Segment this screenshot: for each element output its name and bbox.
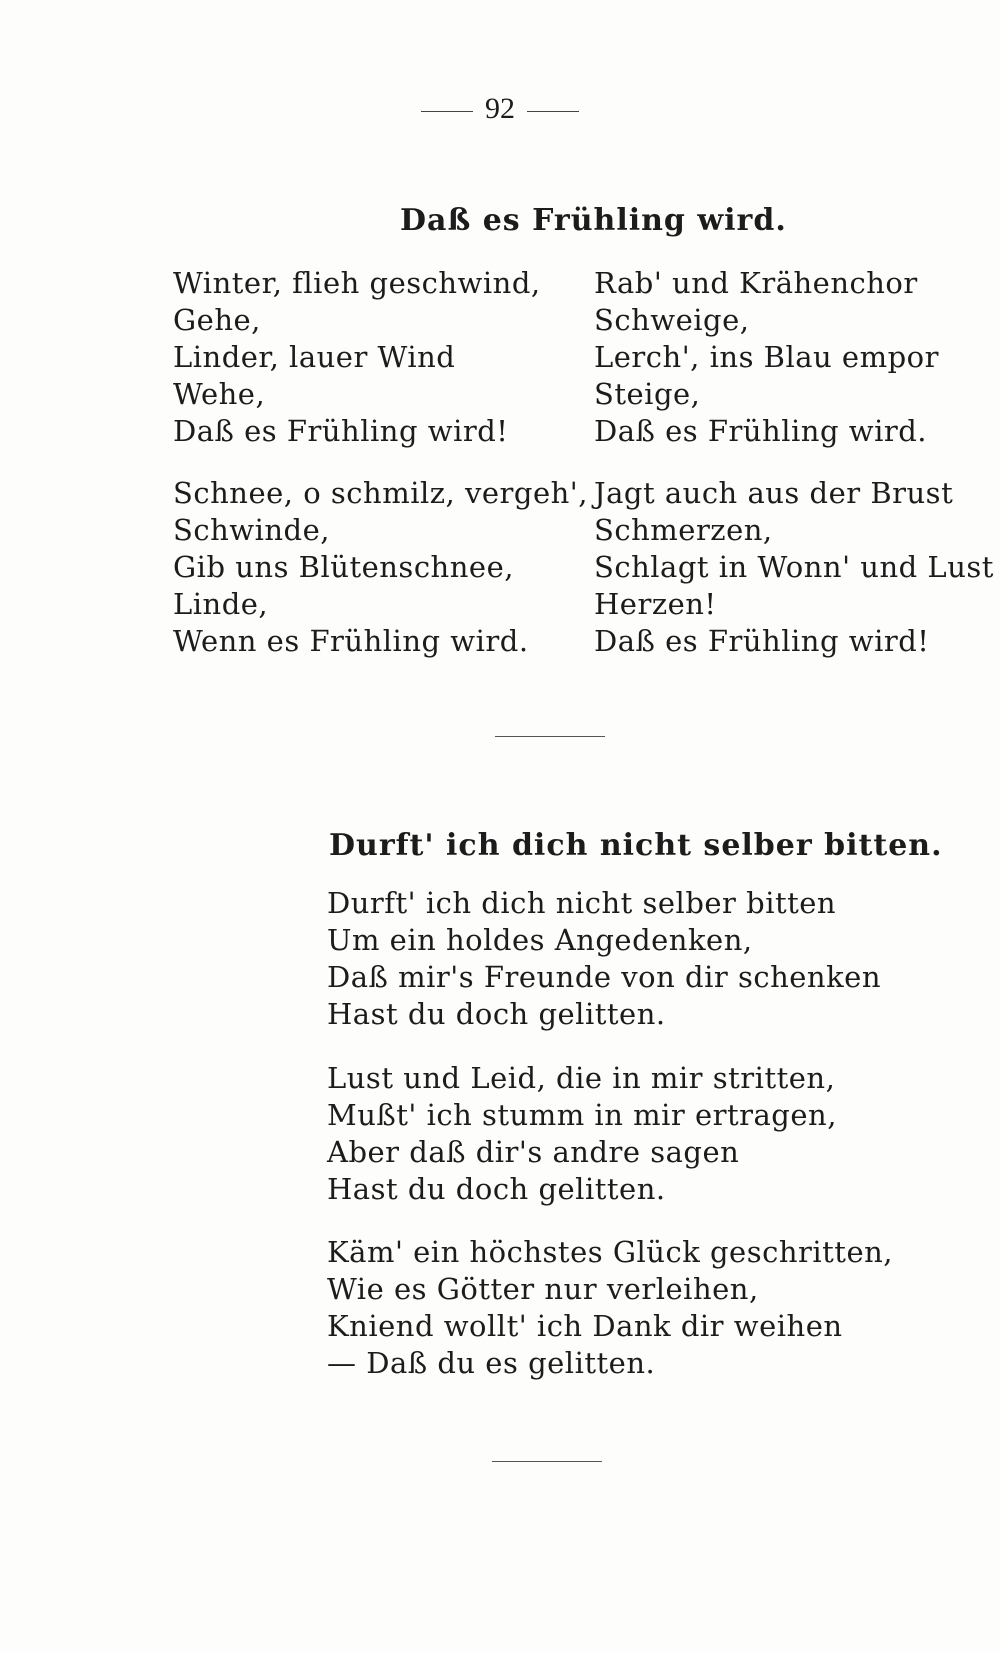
verse-line: Um ein holdes Angedenken,	[327, 923, 753, 957]
verse-line: Gehe,	[173, 303, 261, 337]
poem-2-stanza-3	[327, 1234, 893, 1382]
verse-line: Herzen!	[594, 587, 717, 621]
left-ornament	[421, 111, 473, 112]
verse-line: Schwinde,	[173, 513, 331, 547]
verse-line: Durft' ich dich nicht selber bitten	[327, 886, 837, 920]
poem-1-stanza-left-2	[173, 475, 588, 660]
poem-1-stanza-right-1	[594, 265, 939, 450]
verse-line: Schweige,	[594, 303, 750, 337]
poem-1-stanza-right-2	[594, 475, 994, 660]
verse-line: Jagt auch aus der Brust	[594, 476, 954, 510]
verse-line: Lust und Leid, die in mir stritten,	[327, 1061, 836, 1095]
verse-line: Lerch', ins Blau empor	[594, 340, 939, 374]
poem-2-title: Durft' ich dich nicht selber bitten.	[329, 828, 943, 863]
verse-line: Linder, lauer Wind	[173, 340, 456, 374]
section-divider	[492, 1461, 602, 1462]
verse-line: Wenn es Frühling wird.	[173, 624, 529, 658]
verse-line: Kniend wollt' ich Dank dir weihen	[327, 1309, 843, 1343]
verse-line: Daß es Frühling wird!	[173, 414, 509, 448]
verse-line: Winter, flieh geschwind,	[173, 266, 541, 300]
verse-line: Gib uns Blütenschnee,	[173, 550, 514, 584]
verse-line: Linde,	[173, 587, 269, 621]
verse-line: Steige,	[594, 377, 701, 411]
right-ornament	[527, 111, 579, 112]
verse-line: Wie es Götter nur verleihen,	[327, 1272, 759, 1306]
verse-line: Schmerzen,	[594, 513, 773, 547]
verse-line: Daß es Frühling wird!	[594, 624, 930, 658]
verse-line: Wehe,	[173, 377, 266, 411]
verse-line: Aber daß dir's andre sagen	[327, 1135, 740, 1169]
verse-line: Daß mir's Freunde von dir schenken	[327, 960, 881, 994]
poem-2-stanza-1	[327, 885, 881, 1033]
verse-line: Hast du doch gelitten.	[327, 1172, 666, 1206]
verse-line: Schlagt in Wonn' und Lust	[594, 550, 994, 584]
verse-line: Käm' ein höchstes Glück geschritten,	[327, 1235, 894, 1269]
poem-2-stanza-2	[327, 1060, 837, 1208]
verse-line: — Daß du es gelitten.	[327, 1346, 656, 1380]
verse-line: Hast du doch gelitten.	[327, 997, 666, 1031]
verse-line: Daß es Frühling wird.	[594, 414, 927, 448]
poem-1-stanza-left-1	[173, 265, 541, 450]
verse-line: Mußt' ich stumm in mir ertragen,	[327, 1098, 837, 1132]
verse-line: Schnee, o schmilz, vergeh',	[173, 476, 588, 510]
page-number: 92	[485, 92, 515, 125]
section-divider	[495, 736, 605, 737]
page-header	[0, 92, 1000, 126]
poem-1-title: Daß es Frühling wird.	[400, 203, 787, 238]
verse-line: Rab' und Krähenchor	[594, 266, 918, 300]
